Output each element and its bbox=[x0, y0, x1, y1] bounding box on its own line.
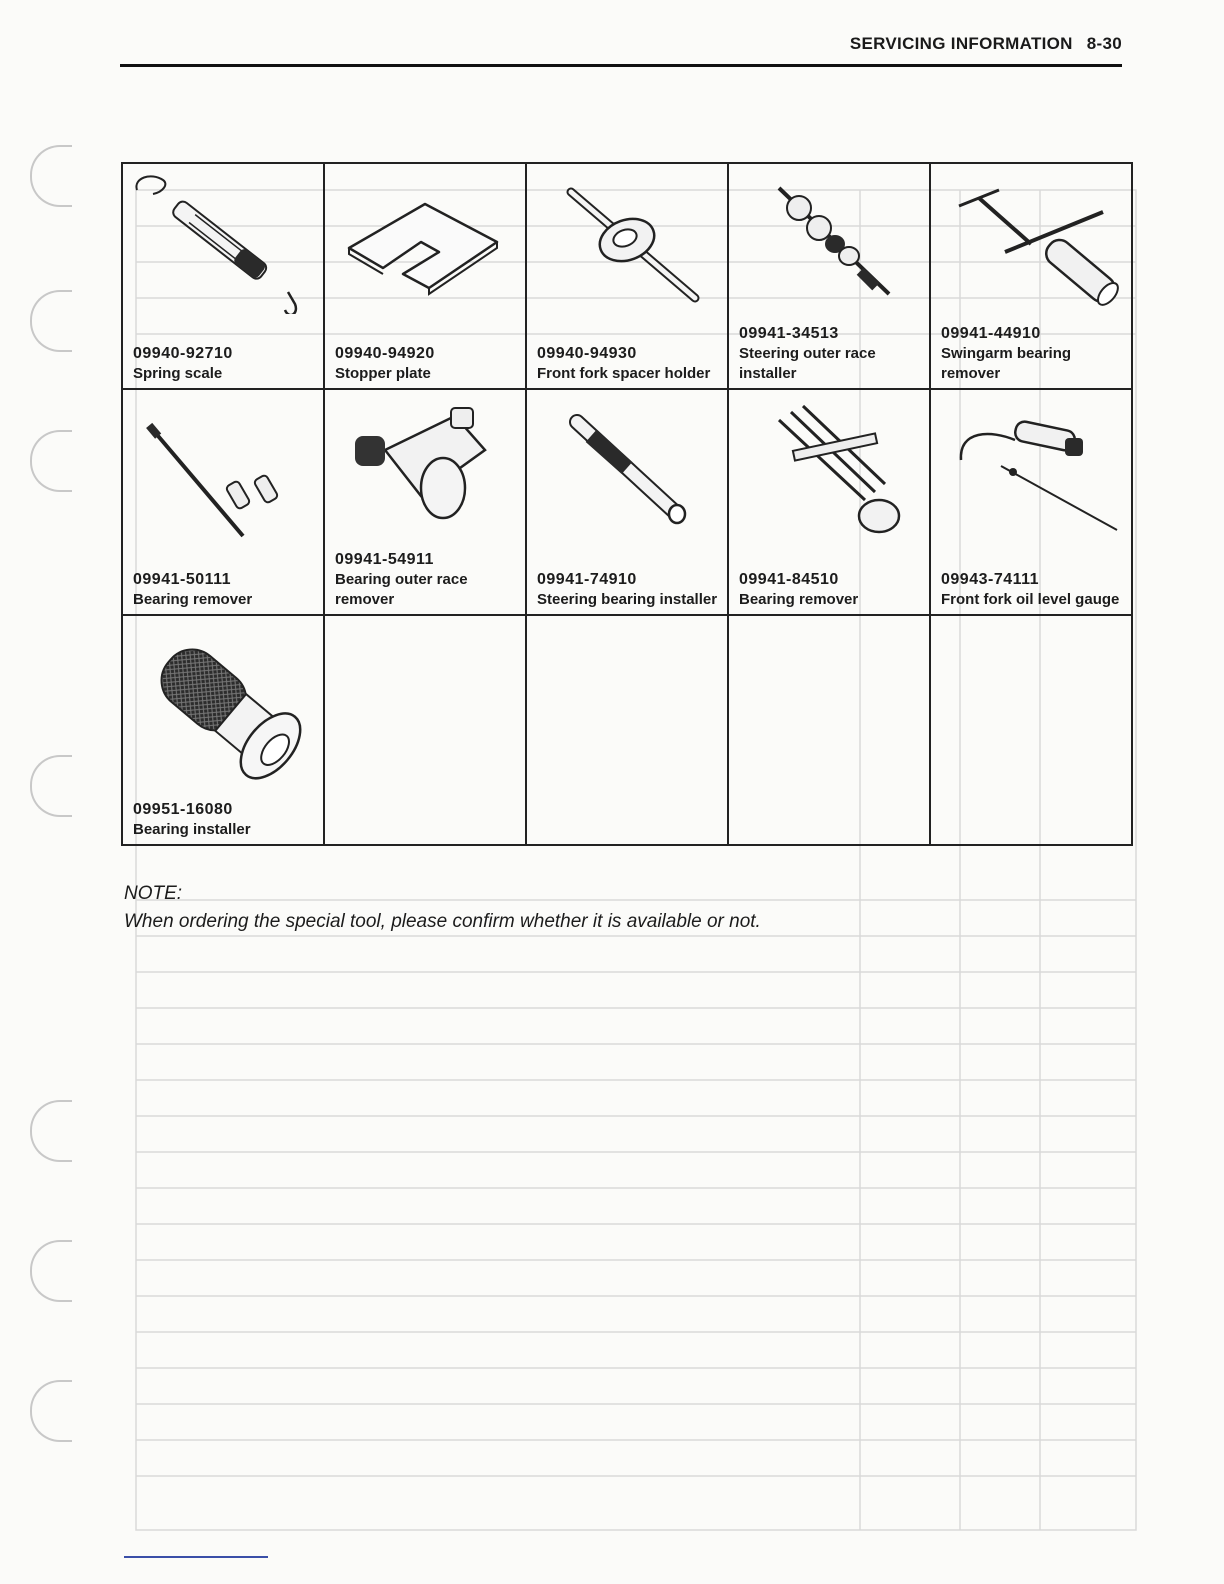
bearing-remover-icon bbox=[123, 390, 319, 540]
oil-level-gauge-icon bbox=[931, 390, 1127, 540]
knurled-installer-icon bbox=[123, 616, 319, 796]
tool-name: Spring scale bbox=[133, 365, 223, 382]
race-installer-icon bbox=[729, 164, 925, 314]
tool-cell bbox=[122, 615, 324, 845]
outer-race-remover-icon bbox=[325, 390, 521, 540]
empty-cell bbox=[930, 615, 1132, 845]
header-rule bbox=[120, 64, 1122, 67]
part-number: 09940-94930 bbox=[537, 345, 637, 362]
part-number: 09941-44910 bbox=[941, 325, 1041, 342]
part-number: 09941-34513 bbox=[739, 325, 839, 342]
table-row bbox=[122, 615, 1132, 845]
tool-name: Front fork spacer holder bbox=[537, 365, 711, 382]
punch-hole bbox=[30, 1240, 72, 1302]
puller-icon bbox=[729, 390, 925, 540]
table-row bbox=[122, 163, 1132, 389]
tool-name: Bearing remover bbox=[133, 591, 253, 608]
tool-name: Steering outer race installer bbox=[739, 345, 876, 382]
empty-cell bbox=[324, 615, 526, 845]
tool-name: Bearing remover bbox=[739, 591, 859, 608]
tool-cell bbox=[122, 163, 324, 389]
fork-spacer-holder-icon bbox=[527, 164, 723, 314]
punch-hole bbox=[30, 755, 72, 817]
punch-hole bbox=[30, 290, 72, 352]
tool-cell bbox=[728, 163, 930, 389]
spring-scale-icon bbox=[123, 164, 319, 314]
part-number: 09940-92710 bbox=[133, 345, 233, 362]
tool-cell bbox=[324, 389, 526, 615]
tool-cell bbox=[526, 163, 728, 389]
tool-cell bbox=[324, 163, 526, 389]
punch-hole bbox=[30, 1100, 72, 1162]
punch-hole bbox=[30, 430, 72, 492]
part-number: 09943-74111 bbox=[941, 571, 1040, 588]
punch-hole bbox=[30, 145, 72, 207]
footer-rule bbox=[124, 1556, 268, 1558]
swingarm-remover-icon bbox=[931, 164, 1127, 314]
part-number: 09941-74910 bbox=[537, 571, 637, 588]
part-number: 09941-54911 bbox=[335, 551, 434, 568]
empty-cell bbox=[728, 615, 930, 845]
tool-cell bbox=[728, 389, 930, 615]
stopper-plate-icon bbox=[325, 164, 521, 314]
part-number: 09951-16080 bbox=[133, 801, 233, 818]
empty-cell bbox=[526, 615, 728, 845]
part-number: 09941-50111 bbox=[133, 571, 232, 588]
tool-cell bbox=[122, 389, 324, 615]
part-number: 09941-84510 bbox=[739, 571, 839, 588]
note bbox=[124, 880, 1124, 936]
tool-name: Steering bearing installer bbox=[537, 591, 718, 608]
part-number: 09940-94920 bbox=[335, 345, 435, 362]
tool-cell bbox=[930, 163, 1132, 389]
tool-name: Stopper plate bbox=[335, 365, 431, 382]
tool-name: Swingarm bearing remover bbox=[941, 345, 1072, 382]
page-header bbox=[120, 34, 1122, 58]
tool-name: Bearing installer bbox=[133, 821, 251, 838]
tool-cell bbox=[930, 389, 1132, 615]
bearing-installer-tube-icon bbox=[527, 390, 723, 540]
tool-name: Front fork oil level gauge bbox=[941, 591, 1120, 608]
tool-name: Bearing outer race remover bbox=[335, 571, 468, 608]
special-tools-table bbox=[121, 162, 1133, 846]
page-number: 8-30 bbox=[1086, 34, 1122, 53]
table-row bbox=[122, 389, 1132, 615]
section-title: SERVICING INFORMATION bbox=[849, 34, 1073, 53]
note-label: NOTE: bbox=[124, 883, 183, 904]
punch-hole bbox=[30, 1380, 72, 1442]
note-text: When ordering the special tool, please confirm whether it is available or not. bbox=[124, 911, 761, 932]
tool-cell bbox=[526, 389, 728, 615]
